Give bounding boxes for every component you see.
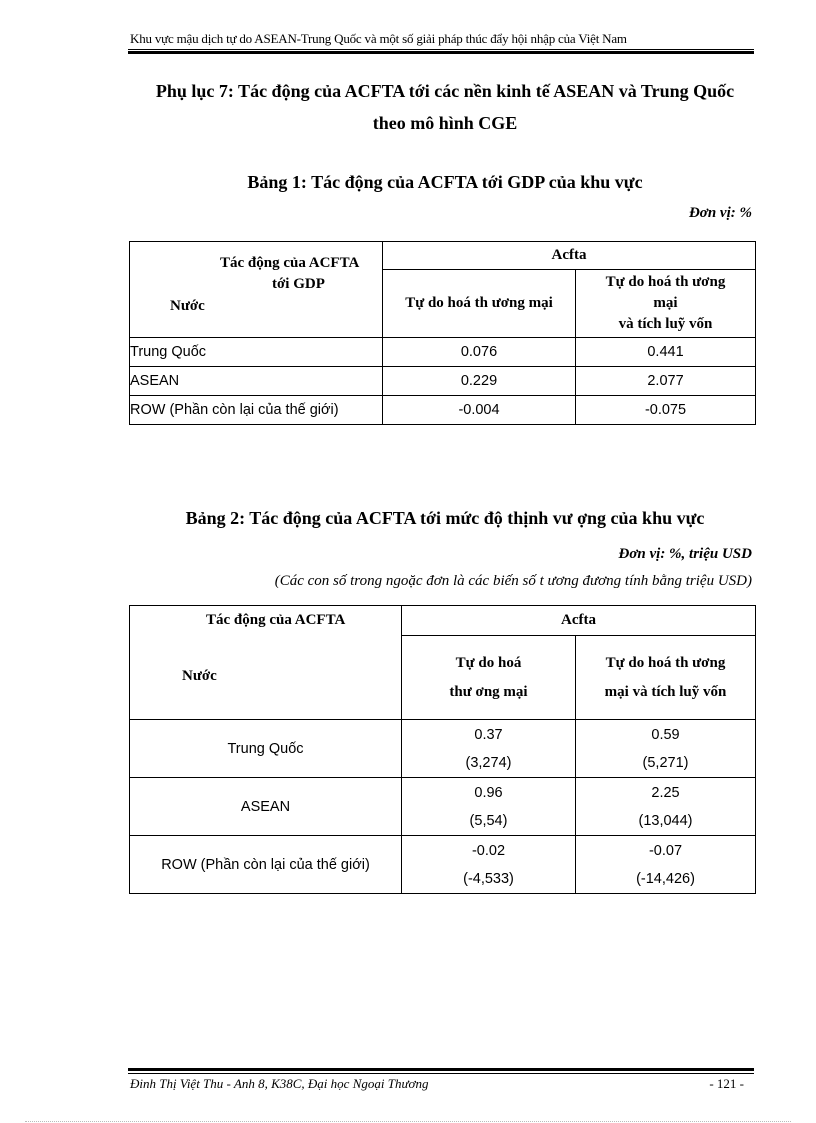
table1-row2-country: ASEAN bbox=[130, 367, 383, 396]
table2-row3-trade-capital bbox=[576, 836, 756, 894]
table2-header-col1-line1: Tự do hoá bbox=[455, 654, 522, 671]
table1-caption: Bảng 1: Tác động của ACFTA tới GDP của khu vực bbox=[247, 172, 643, 192]
table1-row3-country: ROW (Phần còn lại của thế giới) bbox=[130, 396, 383, 425]
table1-header-col1: Tự do hoá th ương mại bbox=[383, 270, 576, 338]
table-row bbox=[130, 338, 756, 367]
table-row bbox=[130, 367, 756, 396]
running-header: Khu vực mậu dịch tự do ASEAN-Trung Quốc và một số giải pháp thúc đẩy hội nhập của Việt Nam bbox=[130, 31, 627, 46]
table1-header-impact-line1: Tác động của ACFTA bbox=[220, 255, 360, 271]
footer-rule-thin bbox=[128, 1073, 754, 1074]
table1-row2-trade-capital: 2.077 bbox=[576, 367, 756, 396]
table2-row1-trade-pct: 0.37 bbox=[474, 726, 503, 743]
table-row bbox=[130, 778, 756, 836]
table2-row3-trade-capital-pct: -0.07 bbox=[648, 842, 683, 859]
table2-row1-country: Trung Quốc bbox=[130, 720, 402, 778]
appendix-title-line2: theo mô hình CGE bbox=[372, 113, 518, 133]
table1-header-impact-line2: tới GDP bbox=[272, 276, 325, 292]
table1-header-col2-line3: và tích luỹ vốn bbox=[618, 316, 713, 332]
table2-row1-trade-usd: (3,274) bbox=[465, 754, 512, 771]
table2-header-col1 bbox=[402, 636, 576, 720]
table2-row2-trade-pct: 0.96 bbox=[474, 784, 503, 801]
table-row bbox=[130, 396, 756, 425]
table1-unit: Đơn vị: % bbox=[688, 205, 752, 221]
header-rule-thick bbox=[128, 51, 754, 54]
table2-row2-trade bbox=[402, 778, 576, 836]
table1-row1-country: Trung Quốc bbox=[130, 338, 383, 367]
table1-header-cell bbox=[130, 242, 383, 338]
table1-row1-trade-capital: 0.441 bbox=[576, 338, 756, 367]
table2-header-col1-line2: thư ơng mại bbox=[449, 683, 528, 700]
footer-author: Đinh Thị Việt Thu - Anh 8, K38C, Đại học Ngoại Thương bbox=[130, 1076, 429, 1091]
table2-row3-trade bbox=[402, 836, 576, 894]
table2-row2-country: ASEAN bbox=[130, 778, 402, 836]
table2-header-group: Acfta bbox=[402, 606, 756, 636]
table-row bbox=[130, 720, 756, 778]
table2-caption: Bảng 2: Tác động của ACFTA tới mức độ thịnh vư ợng của khu vực bbox=[185, 508, 705, 528]
table2-note: (Các con số trong ngoặc đơn là các biến số t ương đương tính bằng triệu USD) bbox=[274, 573, 752, 589]
table2-row3-trade-pct: -0.02 bbox=[471, 842, 506, 859]
table-row bbox=[130, 836, 756, 894]
table1-header-country: Nước bbox=[170, 298, 205, 314]
table2-row1-trade-capital bbox=[576, 720, 756, 778]
page-number: - 121 - bbox=[709, 1076, 744, 1091]
table2-row3-trade-capital-usd: (-14,426) bbox=[636, 870, 695, 887]
table2-row1-trade-capital-pct: 0.59 bbox=[651, 726, 680, 743]
appendix-title-line1: Phụ lục 7: Tác động của ACFTA tới các nền kinh tế ASEAN và Trung Quốc bbox=[155, 81, 735, 101]
table2-header-col2-line1: Tự do hoá th ương bbox=[605, 654, 726, 671]
table1 bbox=[129, 241, 756, 425]
table1-row2-trade: 0.229 bbox=[383, 367, 576, 396]
table2-row2-trade-capital bbox=[576, 778, 756, 836]
header-rule-thin bbox=[128, 49, 754, 50]
page-bottom-dotted-edge bbox=[25, 1121, 791, 1122]
table2-header-country: Nước bbox=[182, 668, 217, 684]
table1-row3-trade: -0.004 bbox=[383, 396, 576, 425]
table2-row2-trade-capital-usd: (13,044) bbox=[638, 812, 693, 829]
table2-row2-trade-usd: (5,54) bbox=[469, 812, 508, 829]
table2-row3-country: ROW (Phần còn lại của thế giới) bbox=[130, 836, 402, 894]
table2-row3-trade-usd: (-4,533) bbox=[463, 870, 514, 887]
table2-row1-trade-capital-usd: (5,271) bbox=[642, 754, 689, 771]
table2 bbox=[129, 605, 756, 894]
table2-header-col2 bbox=[576, 636, 756, 720]
table2-header-impact: Tác động của ACFTA bbox=[206, 612, 346, 628]
table2-header-cell bbox=[130, 606, 402, 720]
table2-unit: Đơn vị: %, triệu USD bbox=[618, 546, 752, 562]
table2-header-col2-line2: mại và tích luỹ vốn bbox=[604, 683, 727, 700]
table1-header-col2-line2: mại bbox=[653, 295, 678, 311]
table2-row2-trade-capital-pct: 2.25 bbox=[651, 784, 680, 801]
table2-row1-trade bbox=[402, 720, 576, 778]
table1-header-group: Acfta bbox=[383, 242, 756, 270]
table1-header-col2 bbox=[576, 270, 756, 338]
table1-row1-trade: 0.076 bbox=[383, 338, 576, 367]
table1-header-col2-line1: Tự do hoá th ương bbox=[605, 274, 726, 290]
table1-row3-trade-capital: -0.075 bbox=[576, 396, 756, 425]
footer-rule-thick bbox=[128, 1068, 754, 1071]
